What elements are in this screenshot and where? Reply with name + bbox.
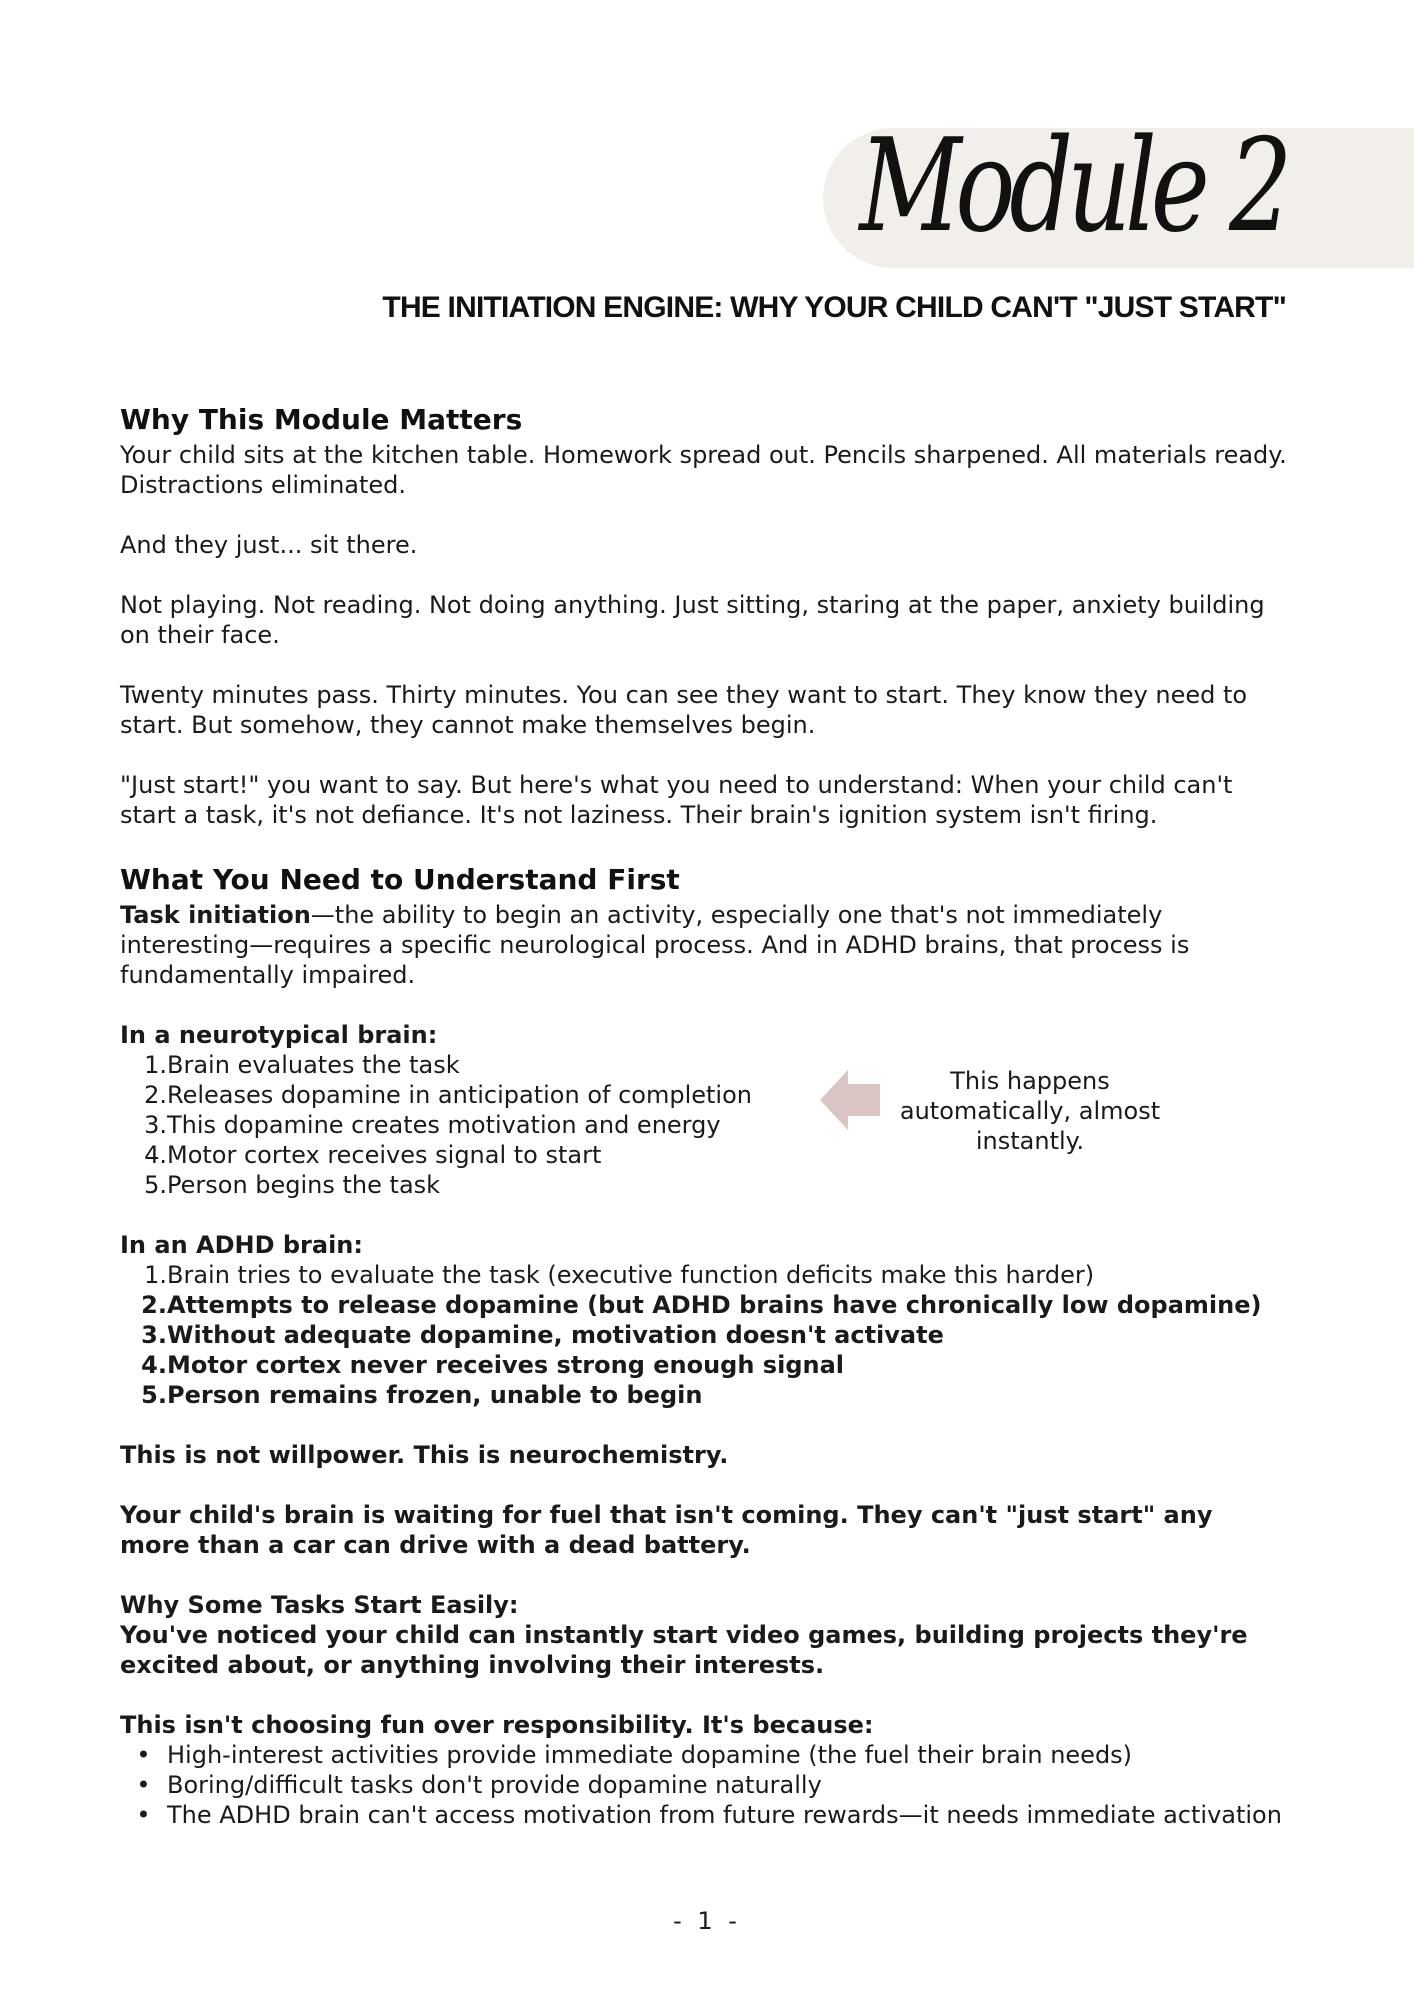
statement-dead-battery: Your child's brain is waiting for fuel that isn't coming. They can't "just start" any more than a car can drive with a dead battery. (120, 1501, 1213, 1559)
list-item: • High-interest activities provide immediate dopamine (the fuel their brain needs) (136, 1741, 1133, 1769)
list-item: 2. Releases dopamine in anticipation of completion (144, 1081, 752, 1109)
neurotypical-block (120, 1020, 1290, 1200)
why-tasks-label: Why Some Tasks Start Easily: (120, 1591, 519, 1619)
module-title: Module 2 (859, 112, 1286, 261)
adhd-label: In an ADHD brain: (120, 1231, 363, 1259)
list-item: • Boring/difficult tasks don't provide dopamine naturally (136, 1771, 822, 1799)
neurotypical-label: In a neurotypical brain: (120, 1021, 438, 1049)
page-number: - 1 - (673, 1907, 741, 1935)
list-item: 5. Person begins the task (144, 1171, 441, 1199)
paragraph: Twenty minutes pass. Thirty minutes. You can see they want to start. They know they need to start. But somehow, they cannot make themselves begin. (120, 681, 1248, 739)
list-item: 5. Person remains frozen, unable to begin (141, 1381, 703, 1409)
because-bullets (120, 1740, 1290, 1830)
page-subtitle: THE INITIATION ENGINE: WHY YOUR CHILD CAN'T "JUST START" (382, 291, 1286, 324)
statement-neurochemistry: This is not willpower. This is neurochemistry. (120, 1441, 729, 1469)
paragraph: And they just... sit there. (120, 531, 418, 559)
list-item: 2. Attempts to release dopamine (but ADHD brains have chronically low dopamine) (141, 1291, 1262, 1319)
task-initiation-definition: —the ability to begin an activity, especially one that's not immediately interesting—requires a specific neurological process. And in ADHD brains, that process is fundamentally impaired. (120, 901, 1190, 989)
list-item: 1. Brain tries to evaluate the task (executive function deficits make this harder) (144, 1261, 1095, 1289)
list-item: 4. Motor cortex receives signal to start (144, 1141, 602, 1169)
task-initiation-paragraph (120, 900, 1290, 990)
why-tasks-text: You've noticed your child can instantly start video games, building projects they're excited about, or anything involving their interests. (120, 1621, 1248, 1679)
page-content (120, 400, 1290, 1860)
section-heading-why-matters: Why This Module Matters (120, 403, 523, 436)
automatic-note: This happens automatically, almost instantly. (899, 1067, 1161, 1155)
section-heading-understand-first: What You Need to Understand First (120, 863, 680, 896)
paragraph: Not playing. Not reading. Not doing anything. Just sitting, staring at the paper, anxiety building on their face. (120, 591, 1265, 649)
list-item: 4. Motor cortex never receives strong enough signal (141, 1351, 845, 1379)
task-initiation-term: Task initiation (120, 901, 311, 929)
adhd-steps (120, 1260, 1290, 1410)
because-label: This isn't choosing fun over responsibility. It's because: (120, 1711, 874, 1739)
list-item: 3. This dopamine creates motivation and energy (144, 1111, 721, 1139)
list-item: 3. Without adequate dopamine, motivation doesn't activate (141, 1321, 944, 1349)
list-item: • The ADHD brain can't access motivation from future rewards—it needs immediate activation (136, 1801, 1282, 1829)
paragraph: "Just start!" you want to say. But here's what you need to understand: When your child can't start a task, it's not defiance. It's not laziness. Their brain's ignition system isn't firing. (120, 771, 1233, 829)
list-item: 1. Brain evaluates the task (144, 1051, 460, 1079)
paragraph: Your child sits at the kitchen table. Homework spread out. Pencils sharpened. All materials ready. Distractions eliminated. (120, 441, 1287, 499)
